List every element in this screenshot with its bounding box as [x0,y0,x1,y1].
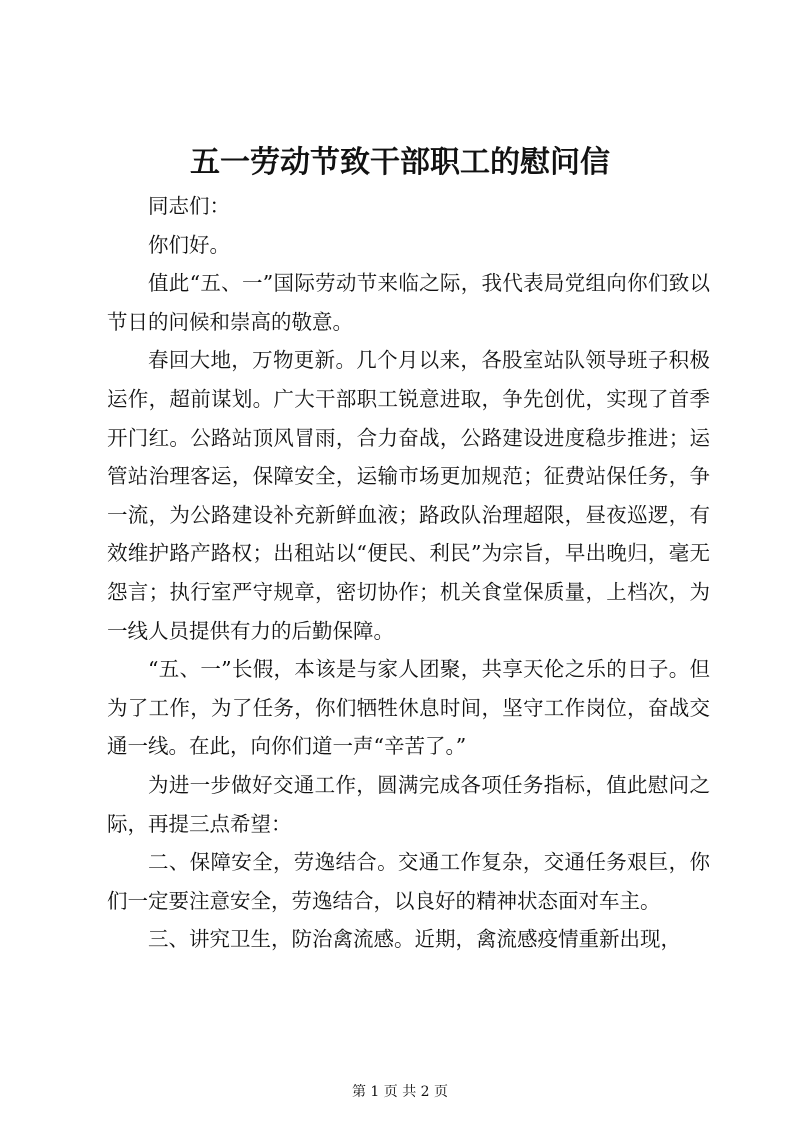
salutation: 同志们： [148,194,230,218]
paragraph-hopes-intro: 为进一步做好交通工作，圆满完成各项任务指标，值此慰问之际，再提三点希望： [107,772,710,836]
paragraph-holiday: “五、一”长假，本该是与家人团聚，共享天伦之乐的日子。但为了工作，为了任务，你们牺牲休息时间，坚守工作岗位，奋战交通一线。在此，向你们道一声“辛苦了。” [107,657,710,759]
paragraph-hope-safety: 二、保障安全，劳逸结合。交通工作复杂，交通任务艰巨，你们一定要注意安全，劳逸结合，以良好的精神状态面对车主。 [107,850,710,913]
page-title: 五一劳动节致干部职工的慰问信 [190,145,610,180]
paragraph-intro: 值此“五、一”国际劳动节来临之际，我代表局党组向你们致以节日的问候和崇高的敬意。 [107,271,710,334]
greeting: 你们好。 [148,232,230,257]
letter-body [107,187,710,959]
paragraph-achievements: 春回大地，万物更新。几个月以来，各股室站队领导班子积极运作，超前谋划。广大干部职工锐意进取，争先创优，实现了首季开门红。公路站顶风冒雨，合力奋战，公路建设进度稳步推进；运管站治理客运，保障安全，运输市场更加规范；征费站保任务，争一流，为公路建设补充新鲜血液；路政队治理超限，昼夜巡逻，有效维护路产路权；出租站以“便民、利民”为宗旨，早出晚归，毫无怨言；执行室严守规章，密切协作；机关食堂保质量，上档次，为一线人员提供有力的后勤保障。 [107,348,710,643]
paragraph-hope-hygiene: 三、讲究卫生，防治禽流感。近期，禽流感疫情重新出现， [148,927,681,952]
page-footer: 第 1 页 共 2 页 [351,1084,449,1100]
